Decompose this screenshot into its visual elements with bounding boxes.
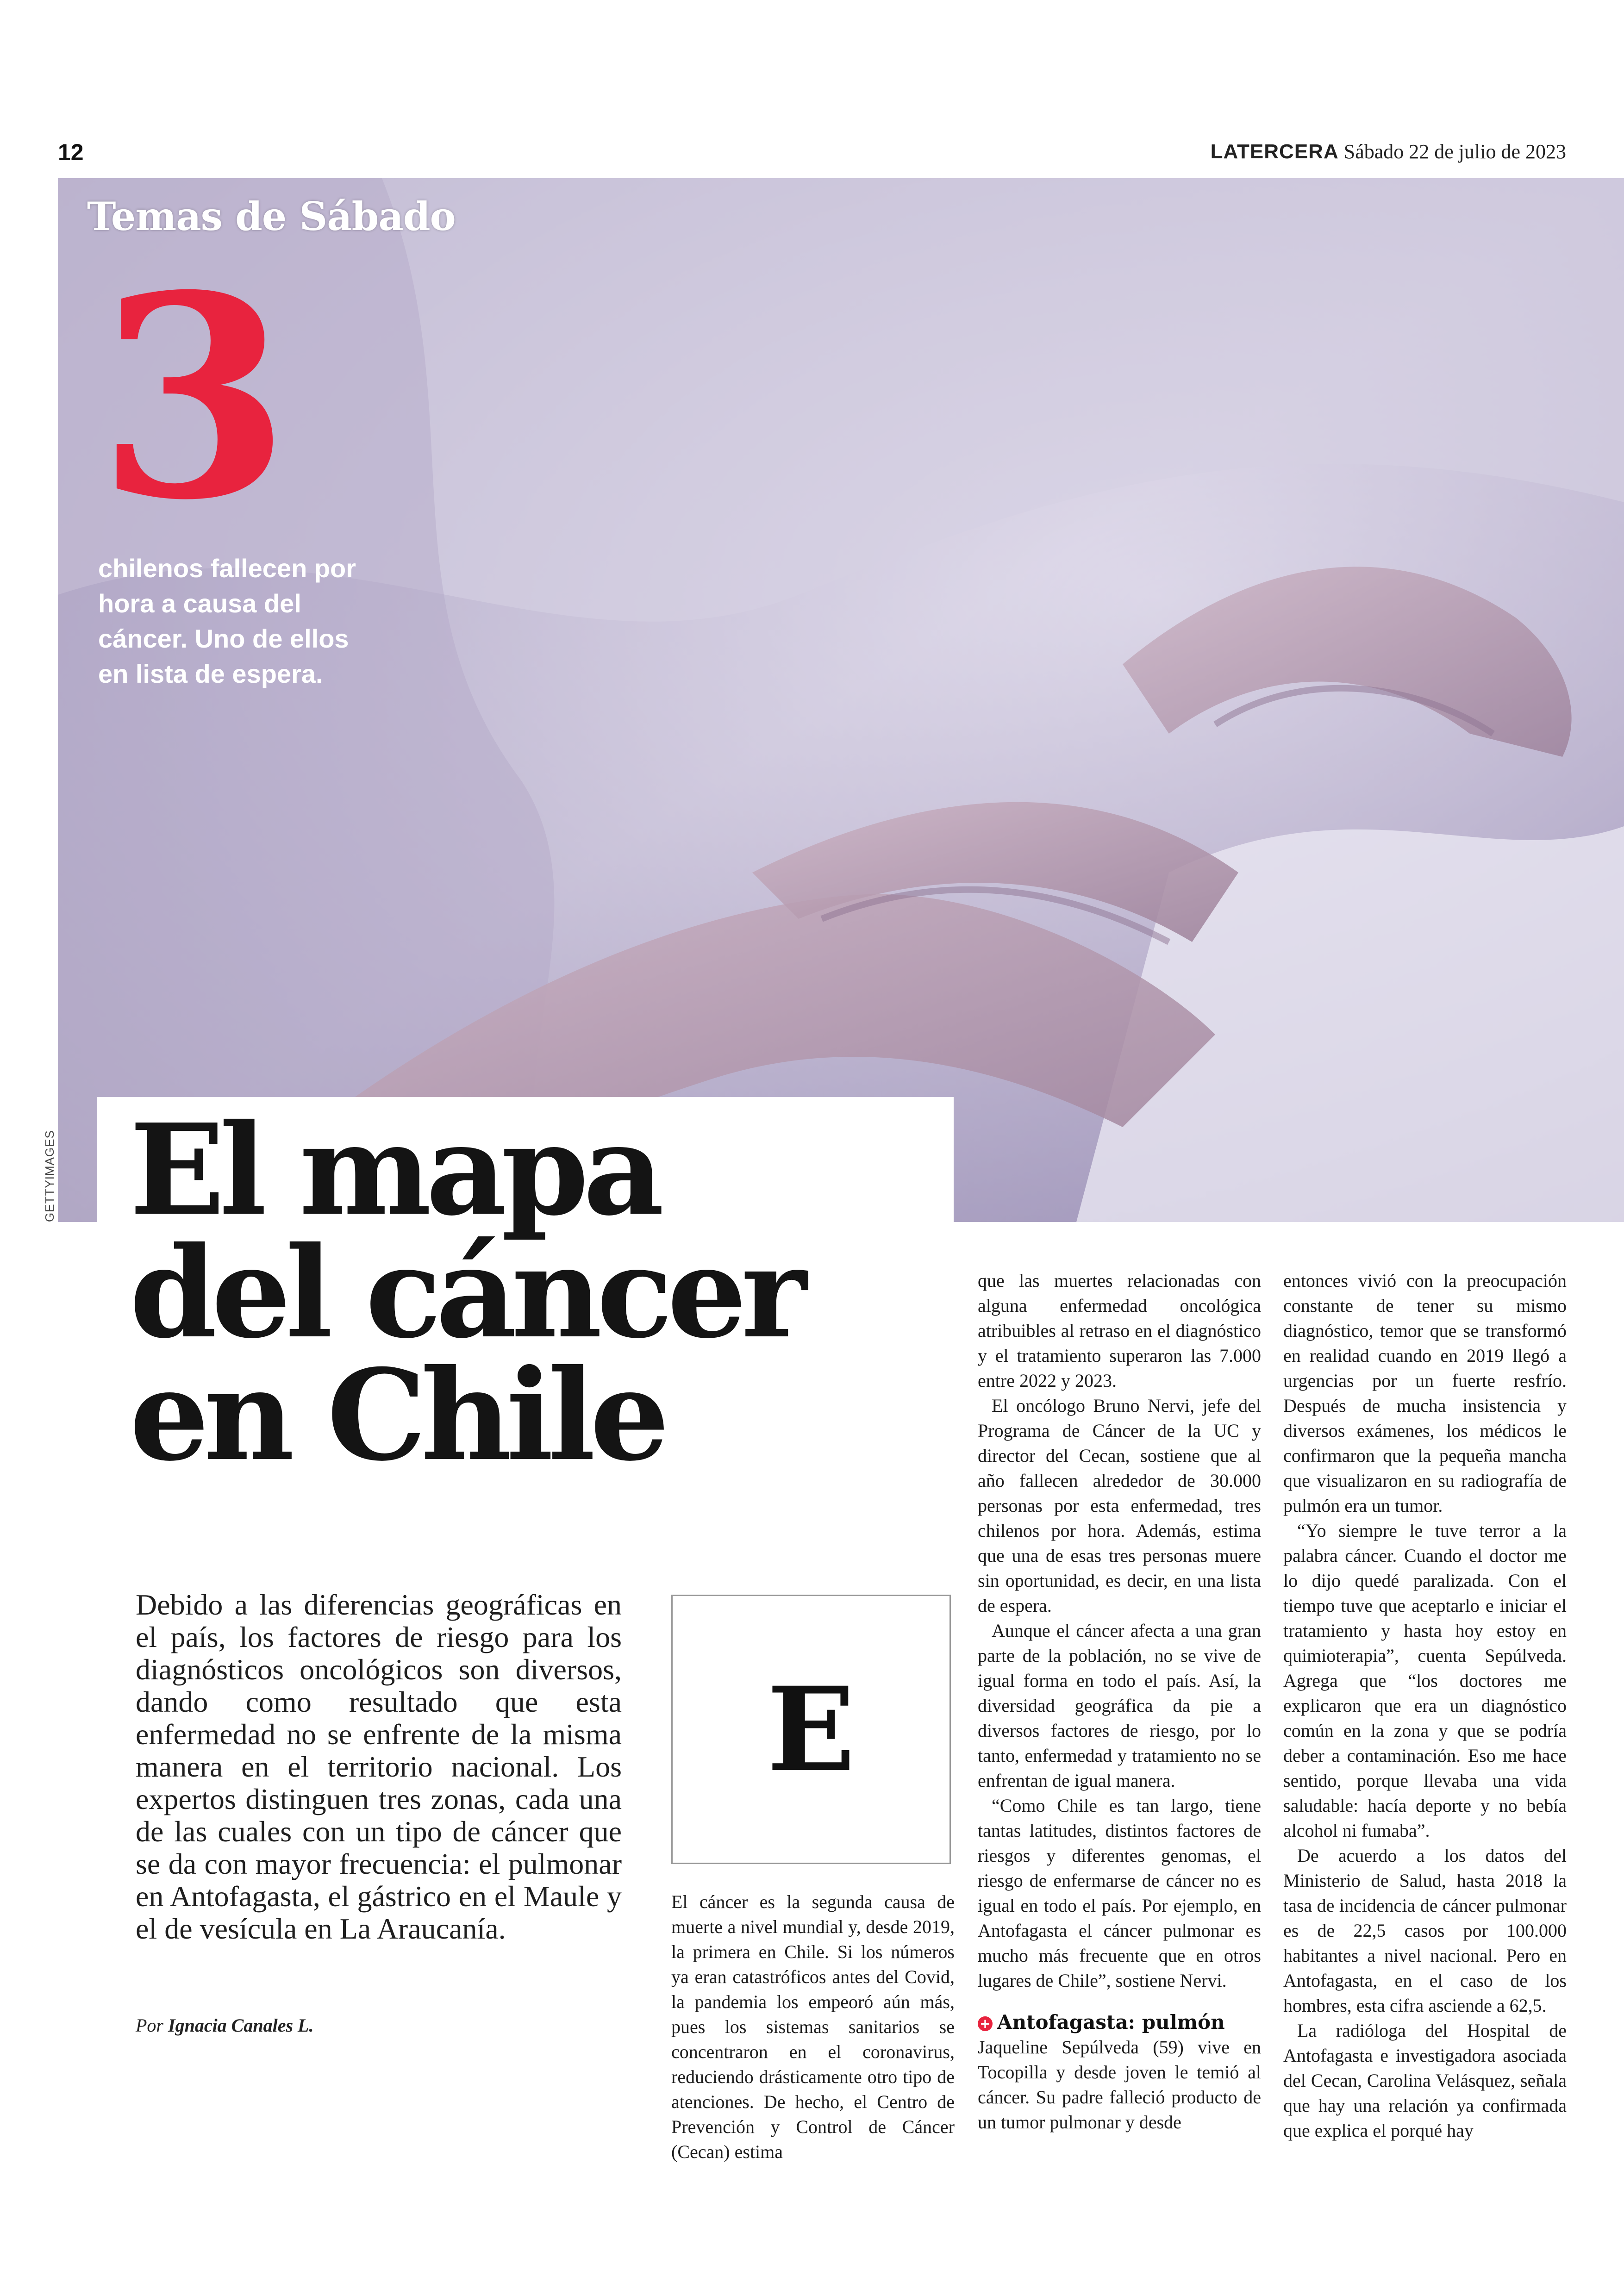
body-column-1	[671, 1890, 955, 2164]
body-paragraph: Jaqueline Sepúlveda (59) vive en Tocopilla y desde joven le temió al cáncer. Su padre falleció producto de un tumor pulmonar y desde	[978, 2037, 1261, 2133]
hands-on-sheet-illustration	[58, 178, 1624, 1222]
issue-date: Sábado 22 de julio de 2023	[1343, 140, 1566, 163]
section-subhead	[978, 2010, 1261, 2035]
article-lede: Debido a las diferencias geográficas en el país, los factores de riesgo para los diagnósticos oncológicos son diversos, dando como resultado que esta enfermedad no se enfrente de la misma manera en el territorio nacional. Los expertos distinguen tres zonas, cada una de las cuales con un tipo de cáncer que se da con mayor frecuencia: el pulmonar en Antofagasta, el gástrico en el Maule y el de vesícula en La Araucanía.	[136, 1588, 622, 1945]
dropcap-letter: E	[767, 1661, 856, 1797]
statistic-caption: chilenos fallecen por hora a causa del cáncer. Uno de ellos en lista de espera.	[98, 554, 356, 688]
byline-prefix: Por	[136, 2015, 163, 2036]
body-paragraph: “Yo siempre le tuve terror a la palabra cáncer. Cuando el doctor me lo dijo quedé paralizada. Con el tiempo tuve que aceptarlo e iniciar el tratamiento y hasta hoy estoy en quimioterapia”, cuenta Sepúlveda. Agrega que “los doctores me explicaron que era un diagnóstico común en la zona y que se podría deber a contaminación. Eso me hace sentido, porque llevaba una vida saludable: hacía deporte y no bebía alcohol ni fumaba”.	[1283, 1520, 1567, 1841]
article-headline	[130, 1096, 802, 1489]
photo-credit: GETTYIMAGES	[43, 1130, 56, 1222]
newspaper-brand: LATERCERA	[1210, 140, 1339, 163]
headline-line-1: El mapa	[130, 1096, 659, 1243]
body-paragraph: entonces vivió con la preocupación constante de tener su mismo diagnóstico, temor que se transformó en realidad cuando en 2019 llegó a urgencias por un fuerte resfrío. Después de mucha insistencia y diversos exámenes, los médicos le confirmaron que la pequeña mancha que visualizaron en su radiografía de pulmón era un tumor.	[1283, 1270, 1567, 1516]
body-paragraph: que las muertes relacionadas con alguna enfermedad oncológica atribuibles al retraso en el diagnóstico y el tratamiento superaron las 7.000 entre 2022 y 2023.	[978, 1270, 1261, 1391]
headline-line-3: en Chile	[130, 1341, 664, 1489]
plus-bullet-icon: +	[978, 2016, 993, 2031]
statistic-number: 3	[97, 235, 291, 561]
page-number: 12	[58, 139, 84, 165]
subhead-text: Antofagasta: pulmón	[997, 2011, 1225, 2033]
body-paragraph: De acuerdo a los datos del Ministerio de Salud, hasta 2018 la tasa de incidencia de cáncer pulmonar es de 22,5 casos por 100.000 habitantes a nivel nacional. Pero en Antofagasta, en el caso de los hombres, esta cifra asciende a 62,5.	[1283, 1845, 1567, 2016]
dropcap-frame	[671, 1595, 951, 1864]
body-paragraph: “Como Chile es tan largo, tiene tantas latitudes, distintos factores de riesgos y diferentes genomas, el riesgo de enfermarse de cáncer no es igual en todo el país. Por ejemplo, en Antofagasta el cáncer pulmonar es mucho más frecuente que en otros lugares de Chile”, sostiene Nervi.	[978, 1795, 1261, 1991]
headline-line-2: del cáncer	[130, 1219, 802, 1366]
body-paragraph: Aunque el cáncer afecta a una gran parte de la población, no se vive de igual forma en todo el país. Así, la diversidad geográfica da pie a diversos factores de riesgo, por lo tanto, enfermedad y tratamiento no se enfrentan de igual manera.	[978, 1620, 1261, 1791]
body-column-3	[1283, 1268, 1567, 2143]
hero-photo	[58, 178, 1624, 1222]
masthead	[1211, 140, 1566, 163]
body-paragraph: La radióloga del Hospital de Antofagasta e investigadora asociada del Cecan, Carolina Velásquez, señala que hay una relación ya confirmada que explica el porqué hay	[1283, 2020, 1567, 2141]
byline	[136, 2014, 313, 2036]
body-paragraph: El cáncer es la segunda causa de muerte a nivel mundial y, desde 2019, la primera en Chile. Si los números ya eran catastróficos antes del Covid, la pandemia los empeoró aún más, pues los sistemas sanitarios se concentraron en el coronavirus, reduciendo drásticamente otro tipo de atenciones. De hecho, el Centro de Prevención y Control de Cáncer (Cecan) estima	[671, 1891, 955, 2162]
body-column-2	[978, 1268, 1261, 2135]
section-label: Temas de Sábado	[87, 193, 456, 239]
body-paragraph: El oncólogo Bruno Nervi, jefe del Programa de Cáncer de la UC y director del Cecan, sostiene que al año fallecen alrededor de 30.000 personas por esta enfermedad, tres chilenos por hora. Además, estima que una de esas tres personas muere sin oportunidad, es decir, en una lista de espera.	[978, 1395, 1261, 1616]
byline-author: Ignacia Canales L.	[168, 2015, 314, 2036]
